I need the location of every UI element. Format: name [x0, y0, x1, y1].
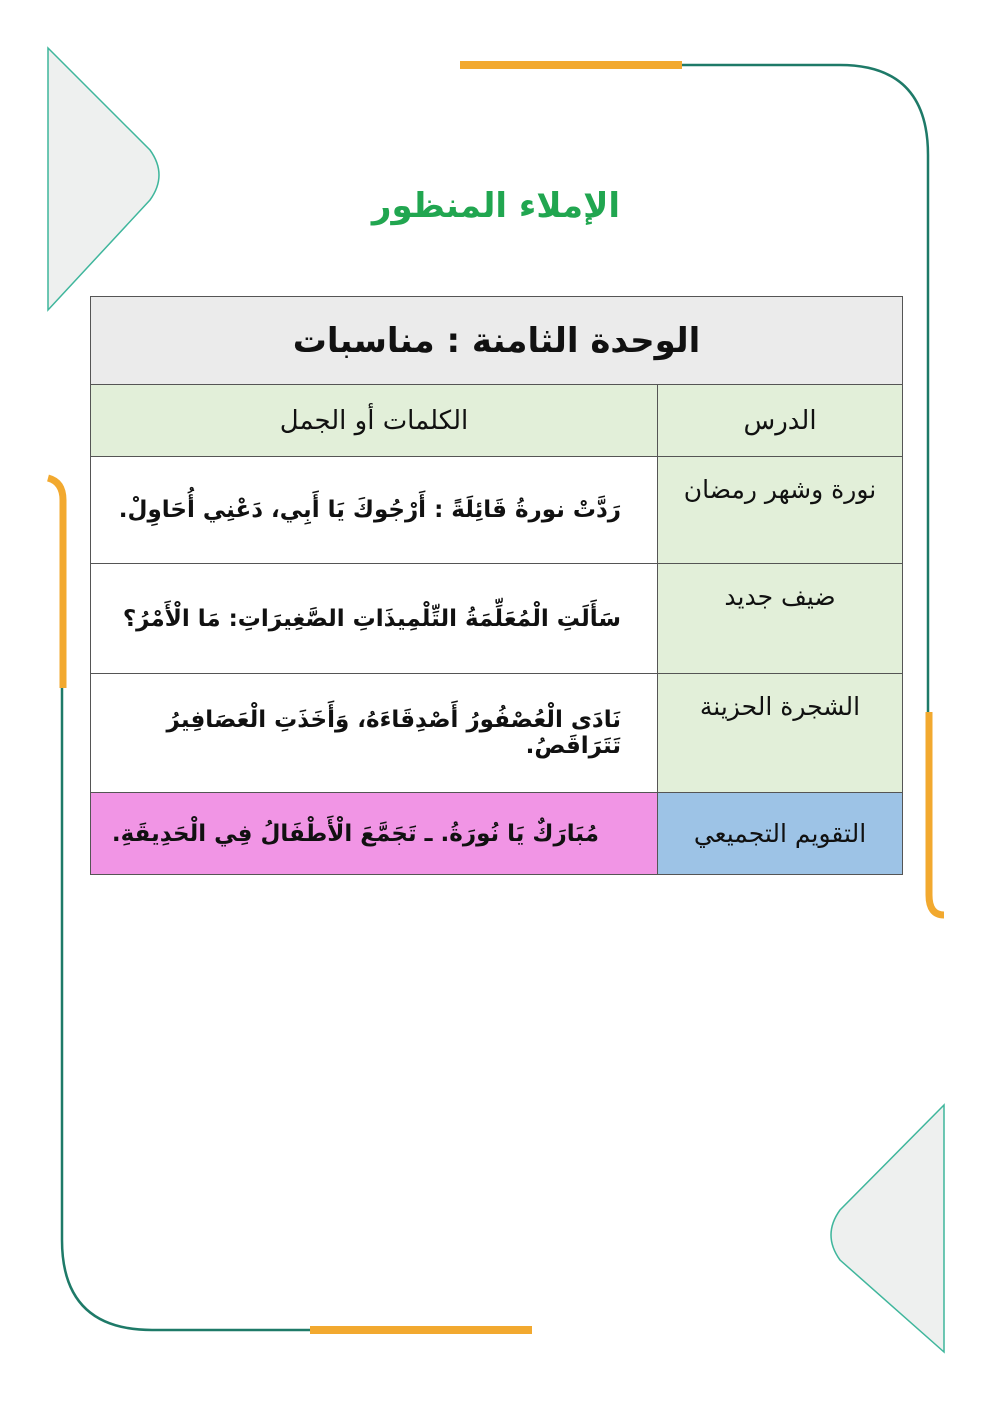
- table-row: [91, 457, 903, 564]
- corner-decoration-top-left: [48, 48, 159, 310]
- table-row-evaluation: [91, 793, 903, 875]
- lesson-cell-evaluation: التقويم التجميعي: [658, 793, 903, 875]
- sentence-cell-evaluation: مُبَارَكٌ يَا نُورَةُ. ـ تَجَمَّعَ الْأَطْفَالُ فِي الْحَدِيقَةِ.: [91, 793, 658, 875]
- unit-title: الوحدة الثامنة : مناسبات: [91, 297, 903, 385]
- table-row: [91, 564, 903, 674]
- lesson-cell: ضيف جديد: [658, 564, 903, 674]
- unit-row: [91, 297, 903, 385]
- page-title: الإملاء المنظور: [371, 186, 621, 226]
- header-words: الكلمات أو الجمل: [91, 385, 658, 457]
- lesson-cell: نورة وشهر رمضان: [658, 457, 903, 564]
- lesson-table: [90, 296, 903, 875]
- table-row: [91, 674, 903, 793]
- sentence-cell: رَدَّتْ نورةُ قَائِلَةً : أَرْجُوكَ يَا أَبِي، دَعْنِي أُحَاوِلْ.: [91, 457, 658, 564]
- lesson-cell: الشجرة الحزينة: [658, 674, 903, 793]
- accent-right-orange: [929, 712, 944, 915]
- sentence-cell: نَادَى الْعُصْفُورُ أَصْدِقَاءَهُ، وَأَخَذَتِ الْعَصَافِيرُ تَتَرَاقَصُ.: [91, 674, 658, 793]
- accent-left-orange: [48, 478, 63, 688]
- header-lesson: الدرس: [658, 385, 903, 457]
- sentence-cell: سَأَلَتِ الْمُعَلِّمَةُ التِّلْمِيذَاتِ الصَّغِيرَاتِ: مَا الْأَمْرُ؟: [91, 564, 658, 674]
- corner-decoration-bottom-right: [831, 1105, 944, 1352]
- header-row: [91, 385, 903, 457]
